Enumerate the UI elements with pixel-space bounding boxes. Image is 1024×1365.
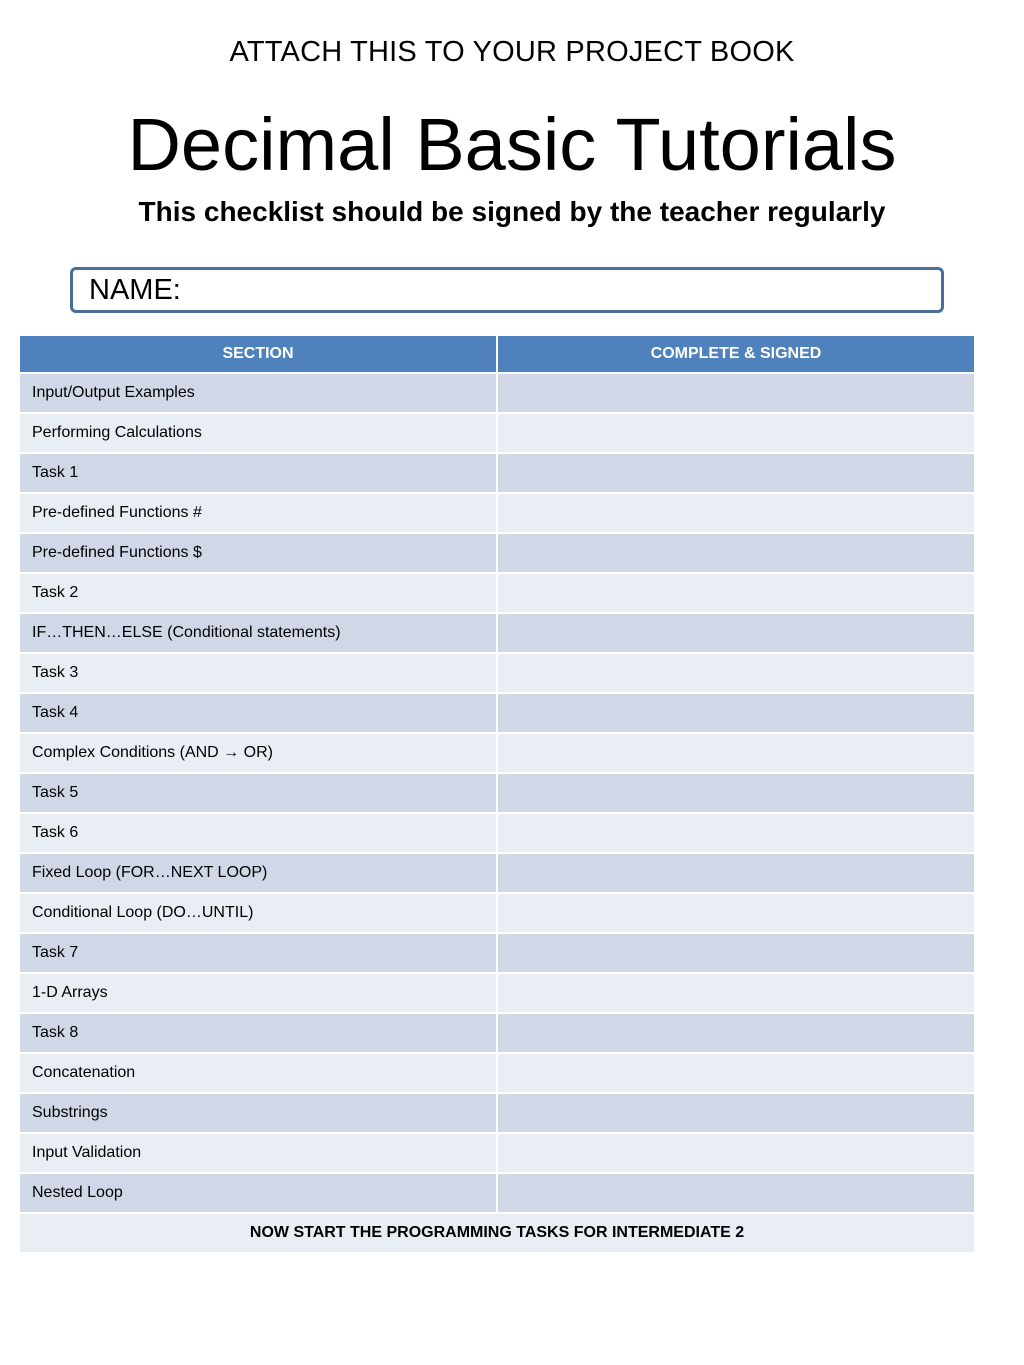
table-row	[19, 453, 975, 493]
table-row	[19, 813, 975, 853]
section-cell: Task 5	[19, 773, 497, 813]
table-row	[19, 493, 975, 533]
signature-cell[interactable]	[497, 493, 975, 533]
attach-note: ATTACH THIS TO YOUR PROJECT BOOK	[229, 36, 795, 68]
signature-cell[interactable]	[497, 1173, 975, 1213]
table-row	[19, 1173, 975, 1213]
section-cell: Conditional Loop (DO…UNTIL)	[19, 893, 497, 933]
table-row	[19, 693, 975, 733]
section-cell: Task 4	[19, 693, 497, 733]
signature-cell[interactable]	[497, 653, 975, 693]
signature-cell[interactable]	[497, 853, 975, 893]
table-row	[19, 893, 975, 933]
section-cell: Input Validation	[19, 1133, 497, 1173]
section-cell: Concatenation	[19, 1053, 497, 1093]
signature-cell[interactable]	[497, 1053, 975, 1093]
section-cell: Pre-defined Functions $	[19, 533, 497, 573]
table-row	[19, 853, 975, 893]
table-row	[19, 1013, 975, 1053]
table-row	[19, 1133, 975, 1173]
signature-cell[interactable]	[497, 1093, 975, 1133]
section-cell: Complex Conditions (AND → OR)	[19, 733, 497, 773]
signature-cell[interactable]	[497, 613, 975, 653]
signature-cell[interactable]	[497, 373, 975, 413]
table-row	[19, 653, 975, 693]
section-cell: Input/Output Examples	[19, 373, 497, 413]
signature-cell[interactable]	[497, 893, 975, 933]
table-row	[19, 773, 975, 813]
table-row	[19, 613, 975, 653]
section-cell: Task 6	[19, 813, 497, 853]
table-row	[19, 933, 975, 973]
page-subtitle: This checklist should be signed by the teacher regularly	[138, 196, 886, 227]
table-row	[19, 533, 975, 573]
signature-cell[interactable]	[497, 933, 975, 973]
section-cell: 1-D Arrays	[19, 973, 497, 1013]
signature-cell[interactable]	[497, 813, 975, 853]
signature-cell[interactable]	[497, 693, 975, 733]
section-cell: Task 1	[19, 453, 497, 493]
table-row	[19, 1053, 975, 1093]
table-row	[19, 373, 975, 413]
section-cell: Performing Calculations	[19, 413, 497, 453]
signature-cell[interactable]	[497, 573, 975, 613]
section-cell: Task 7	[19, 933, 497, 973]
signature-cell[interactable]	[497, 973, 975, 1013]
page-title: Decimal Basic Tutorials	[127, 103, 897, 186]
table-row	[19, 1093, 975, 1133]
table-footer-row	[19, 1213, 975, 1253]
signature-cell[interactable]	[497, 453, 975, 493]
footer-note: NOW START THE PROGRAMMING TASKS FOR INTERMEDIATE 2	[19, 1213, 975, 1253]
table-row	[19, 573, 975, 613]
section-cell: Substrings	[19, 1093, 497, 1133]
signature-cell[interactable]	[497, 1133, 975, 1173]
section-cell: IF…THEN…ELSE (Conditional statements)	[19, 613, 497, 653]
signature-cell[interactable]	[497, 413, 975, 453]
section-cell: Nested Loop	[19, 1173, 497, 1213]
section-cell: Task 8	[19, 1013, 497, 1053]
name-label: NAME:	[89, 274, 181, 306]
section-cell: Task 2	[19, 573, 497, 613]
name-field[interactable]	[70, 267, 944, 313]
table-row	[19, 733, 975, 773]
table-row	[19, 413, 975, 453]
section-cell: Fixed Loop (FOR…NEXT LOOP)	[19, 853, 497, 893]
signature-cell[interactable]	[497, 773, 975, 813]
signature-cell[interactable]	[497, 533, 975, 573]
column-header-complete-signed: COMPLETE & SIGNED	[497, 335, 975, 373]
section-cell: Task 3	[19, 653, 497, 693]
section-cell: Pre-defined Functions #	[19, 493, 497, 533]
table-header-row	[19, 335, 975, 373]
table-row	[19, 973, 975, 1013]
checklist-table	[18, 334, 976, 1254]
signature-cell[interactable]	[497, 733, 975, 773]
signature-cell[interactable]	[497, 1013, 975, 1053]
column-header-section: SECTION	[19, 335, 497, 373]
